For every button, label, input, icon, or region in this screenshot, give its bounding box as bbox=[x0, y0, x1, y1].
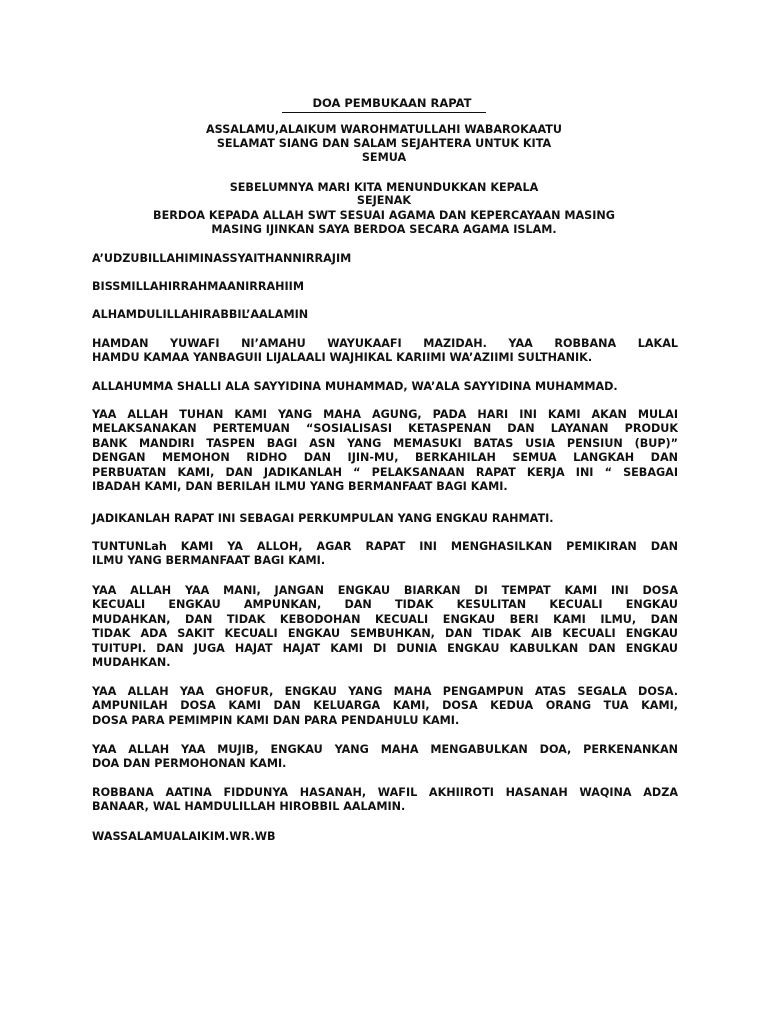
paragraph-alhamdulillah bbox=[92, 308, 678, 322]
paragraph-tuntunlah bbox=[92, 540, 678, 569]
paragraph-shalawat bbox=[92, 380, 678, 394]
paragraph-line: TUNTUNLah KAMI YA ALLOH, AGAR RAPAT INI MENGHASILKAN PEMIKIRAN DAN bbox=[92, 540, 678, 553]
paragraph-line: AMPUNILAH DOSA KAMI DAN KELUARGA KAMI, DOSA KEDUA ORANG TUA KAMI, bbox=[92, 699, 678, 713]
intro-block bbox=[0, 181, 768, 236]
paragraph-line: DOA DAN PERMOHONAN KAMI. bbox=[92, 757, 287, 771]
paragraph-line: BISSMILLAHIRRAHMAANIRRAHIIM bbox=[92, 280, 304, 293]
paragraph-line: ALHAMDULILLAHIRABBIL’AALAMIN bbox=[92, 308, 309, 321]
paragraph-line: MELAKSANAKAN PERTEMUAN “SOSIALISASI KETASPENAN DAN LAYANAN PRODUK bbox=[92, 422, 678, 436]
paragraph-line: DENGAN MEMOHON RIDHO DAN IJIN-MU, BERKAHILAH SEMUA LANGKAH DAN bbox=[92, 451, 678, 465]
paragraph-line: YAA ALLAH YAA GHOFUR, ENGKAU YANG MAHA PENGAMPUN ATAS SEGALA DOSA. bbox=[92, 685, 678, 698]
greeting-line: ASSALAMU,ALAIKUM WAROHMATULLAHI WABAROKAATU bbox=[206, 123, 562, 136]
paragraph-line: HAMDU KAMAA YANBAGUII LIJALAALI WAJHIKAL KARIIMI WA’AZIIMI SULTHANIK. bbox=[92, 351, 593, 365]
document-title bbox=[0, 95, 768, 113]
paragraph-yaa-mujib bbox=[92, 743, 678, 772]
paragraph-bismillah bbox=[92, 280, 678, 294]
paragraph-line: BANK MANDIRI TASPEN BAGI ASN YANG MEMASUKI BATAS USIA PENSIUN (BUP)” bbox=[92, 436, 678, 450]
paragraph-line: MUDAHKAN, DAN TIDAK KEBODOHAN KECUALI ENGKAU BERI KAMI ILMU, DAN bbox=[92, 612, 678, 626]
paragraph-line: IBADAH KAMI, DAN BERILAH ILMU YANG BERMANFAAT BAGI KAMI. bbox=[92, 480, 508, 494]
intro-line: BERDOA KEPADA ALLAH SWT SESUAI AGAMA DAN KEPERCAYAAN MASING bbox=[153, 209, 615, 222]
paragraph-yaa-ghofur bbox=[92, 685, 678, 728]
paragraph-line: YAA ALLAH TUHAN KAMI YANG MAHA AGUNG, PADA HARI INI KAMI AKAN MULAI bbox=[92, 408, 678, 421]
greeting-line: SELAMAT SIANG DAN SALAM SEJAHTERA UNTUK KITA bbox=[216, 137, 552, 150]
intro-line: SEJENAK bbox=[356, 194, 412, 207]
paragraph-yaa-allah-tuhan bbox=[92, 408, 678, 494]
paragraph-hamdan bbox=[92, 337, 678, 366]
greeting-block bbox=[0, 123, 768, 165]
paragraph-line: HAMDAN YUWAFI NI’AMAHU WAYUKAAFI MAZIDAH. YAA ROBBANA LAKAL bbox=[92, 337, 678, 350]
paragraph-line: JADIKANLAH RAPAT INI SEBAGAI PERKUMPULAN YANG ENGKAU RAHMATI. bbox=[92, 512, 554, 525]
paragraph-line: DOSA PARA PEMIMPIN KAMI DAN PARA PENDAHULU KAMI. bbox=[92, 713, 460, 727]
paragraph-robbana bbox=[92, 786, 678, 815]
title-text: DOA PEMBUKAAN RAPAT bbox=[282, 95, 485, 113]
paragraph-line: WASSALAMUALAIKIM.WR.WB bbox=[92, 830, 276, 843]
paragraph-line: YAA ALLAH YAA MUJIB, ENGKAU YANG MAHA MENGABULKAN DOA, PERKENANKAN bbox=[92, 743, 678, 756]
paragraph-line: KECUALI ENGKAU AMPUNKAN, DAN TIDAK KESULITAN KECUALI ENGKAU bbox=[92, 598, 678, 612]
paragraph-line: YAA ALLAH YAA MANI, JANGAN ENGKAU BIARKAN DI TEMPAT KAMI INI DOSA bbox=[92, 584, 678, 597]
greeting-line: SEMUA bbox=[361, 151, 407, 164]
paragraph-closing bbox=[92, 830, 678, 844]
paragraph-line: ILMU YANG BERMANFAAT BAGI KAMI. bbox=[92, 554, 326, 568]
paragraph-line: TUITUPI. DAN JUGA HAJAT HAJAT KAMI DI DUNIA ENGKAU KABULKAN DAN ENGKAU bbox=[92, 641, 678, 655]
paragraph-yaa-mani bbox=[92, 584, 678, 670]
paragraph-line: TIDAK ADA SAKIT KECUALI ENGKAU SEMBUHKAN, DAN TIDAK AIB KECUALI ENGKAU bbox=[92, 627, 678, 641]
paragraph-line: PERBUATAN KAMI, DAN JADIKANLAH “ PELAKSANAAN RAPAT KERJA INI “ SEBAGAI bbox=[92, 465, 678, 479]
intro-line: SEBELUMNYA MARI KITA MENUNDUKKAN KEPALA bbox=[229, 181, 539, 194]
paragraph-audzubillah bbox=[92, 252, 678, 266]
intro-line: MASING IJINKAN SAYA BERDOA SECARA AGAMA ISLAM. bbox=[211, 223, 557, 236]
paragraph-line: BANAAR, WAL HAMDULILLAH HIROBBIL AALAMIN. bbox=[92, 800, 406, 814]
paragraph-line: ALLAHUMMA SHALLI ALA SAYYIDINA MUHAMMAD, WA’ALA SAYYIDINA MUHAMMAD. bbox=[92, 380, 618, 393]
paragraph-line: A’UDZUBILLAHIMINASSYAITHANNIRRAJIM bbox=[92, 252, 352, 265]
paragraph-line: ROBBANA AATINA FIDDUNYA HASANAH, WAFIL AKHIIROTI HASANAH WAQINA ADZA bbox=[92, 786, 678, 799]
paragraph-jadikanlah bbox=[92, 512, 678, 526]
paragraph-line: MUDAHKAN. bbox=[92, 656, 171, 670]
